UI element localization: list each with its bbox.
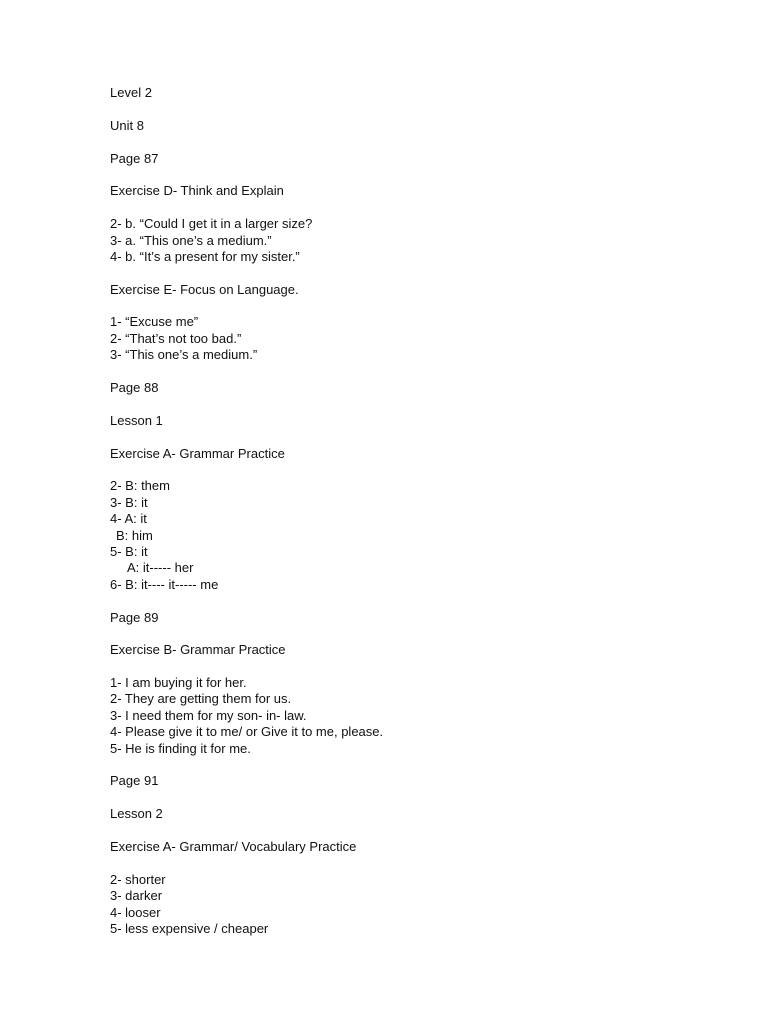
exercise-d-title: Exercise D- Think and Explain [110, 183, 284, 199]
exercise-a1-item: B: him [116, 527, 153, 543]
exercise-a1-item: 4- A: it [110, 511, 147, 527]
exercise-e-item: 1- “Excuse me” [110, 314, 199, 330]
exercise-a1-item: 2- B: them [110, 478, 170, 494]
exercise-b-item: 1- I am buying it for her. [110, 675, 247, 691]
unit-heading: Unit 8 [110, 117, 144, 133]
exercise-b-item: 3- I need them for my son- in- law. [110, 707, 307, 723]
exercise-a1-title: Exercise A- Grammar Practice [110, 445, 285, 461]
exercise-b-title: Exercise B- Grammar Practice [110, 642, 286, 658]
exercise-a2-item: 3- darker [110, 888, 163, 904]
exercise-e-item: 3- “This one’s a medium.” [110, 347, 258, 363]
exercise-a2-item: 5- less expensive / cheaper [110, 920, 269, 936]
page-87-heading: Page 87 [110, 150, 159, 166]
document-page [110, 85, 730, 937]
exercise-a1-item: 3- B: it [110, 494, 148, 510]
page-88-heading: Page 88 [110, 380, 159, 396]
exercise-a2-item: 2- shorter [110, 871, 166, 887]
exercise-d-item: 3- a. “This one’s a medium.” [110, 232, 272, 248]
exercise-a1-item: A: it----- her [127, 560, 194, 576]
exercise-b-item: 2- They are getting them for us. [110, 691, 292, 707]
exercise-e-item: 2- “That’s not too bad.” [110, 330, 242, 346]
page-89-heading: Page 89 [110, 609, 159, 625]
exercise-a1-item: 6- B: it---- it----- me [110, 576, 219, 592]
exercise-b-item: 4- Please give it to me/ or Give it to me, please. [110, 724, 384, 740]
lesson-1-heading: Lesson 1 [110, 412, 163, 428]
exercise-d-item: 2- b. “Could I get it in a larger size? [110, 216, 313, 232]
exercise-d-item: 4- b. “It’s a present for my sister.” [110, 248, 300, 264]
exercise-a2-item: 4- looser [110, 904, 161, 920]
lesson-2-heading: Lesson 2 [110, 806, 163, 822]
exercise-a1-item: 5- B: it [110, 543, 148, 559]
page-91-heading: Page 91 [110, 773, 159, 789]
level-heading: Level 2 [110, 85, 152, 100]
exercise-e-title: Exercise E- Focus on Language. [110, 281, 299, 297]
exercise-b-item: 5- He is finding it for me. [110, 740, 251, 756]
exercise-a2-title: Exercise A- Grammar/ Vocabulary Practice [110, 838, 357, 854]
